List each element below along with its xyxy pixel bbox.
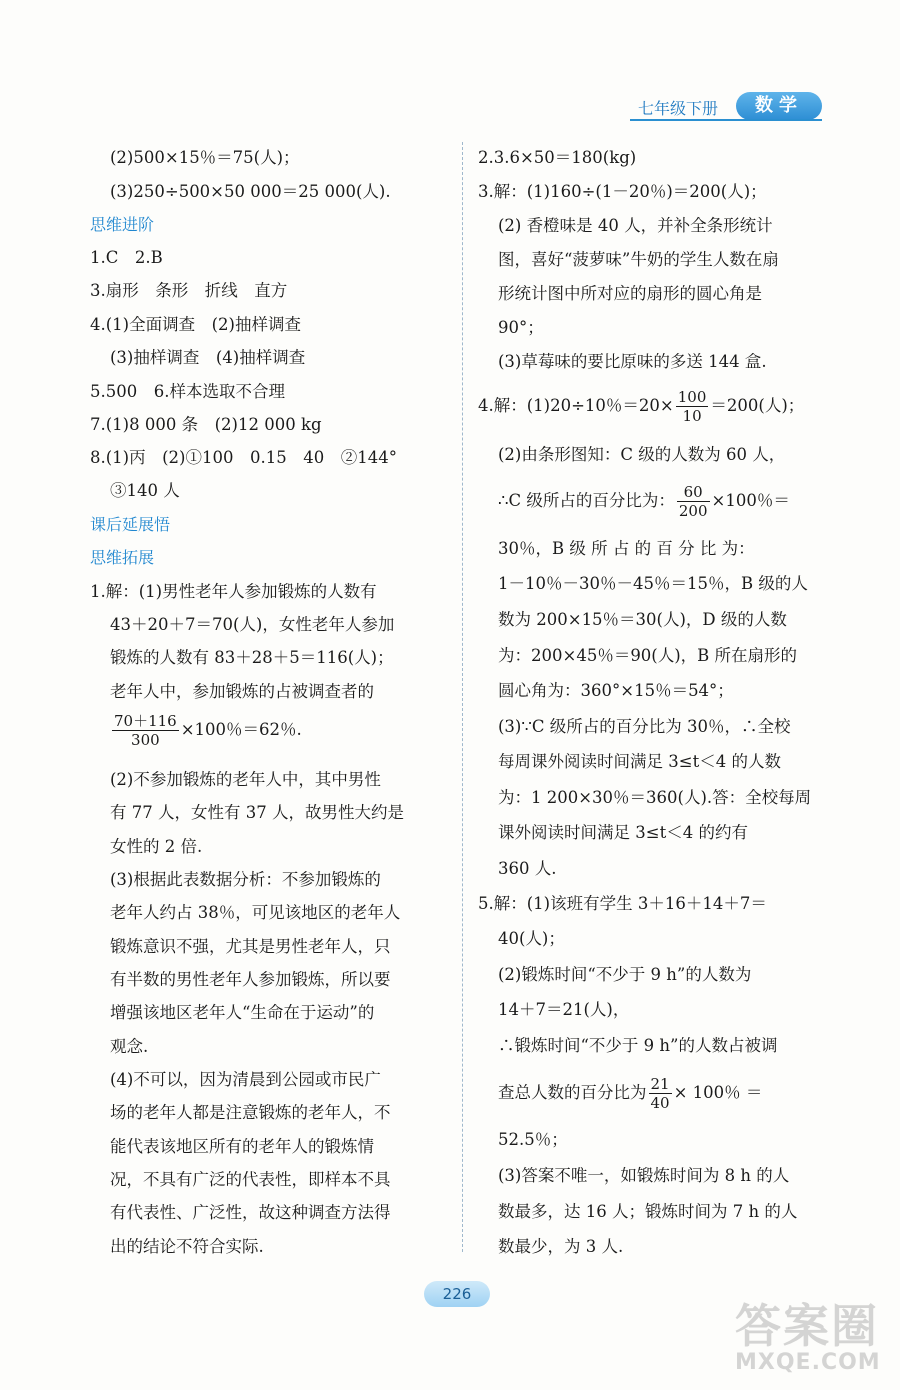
answer-line: 有代表性、广泛性，故这种调查方法得 [110, 1203, 391, 1222]
answer-line: ③140 人 [110, 481, 180, 500]
answer-line: (3)250÷500×50 000＝25 000(人). [110, 182, 391, 201]
answer-line: (2)500×15％＝75(人)； [110, 148, 300, 167]
answer-line-fraction [498, 1075, 762, 1112]
section-heading-advance: 思维进阶 [90, 215, 155, 234]
answer-line: 锻炼的人数有 83＋28＋5＝116(人)； [110, 648, 394, 667]
answer-line: 1－10％－30％－45％＝15％，B 级的人 [498, 574, 808, 593]
answer-line: 3.扇形 条形 折线 直方 [90, 281, 288, 300]
fraction-denominator: 40 [650, 1094, 670, 1112]
answer-line: 360 人. [498, 859, 557, 878]
text-prefix: 4.解：(1)20÷10％＝20× [478, 396, 674, 415]
fraction-numerator: 21 [650, 1075, 670, 1093]
fraction [649, 1075, 672, 1112]
answer-line: (2)由条形图知：C 级的人数为 60 人， [498, 445, 786, 464]
header-rule [630, 119, 822, 121]
answer-line: 2.3.6×50＝180(kg) [478, 148, 637, 167]
watermark-site: MXQE.COM [735, 1350, 881, 1375]
answer-line: ∴锻炼时间“不少于 9 h”的人数占被调 [498, 1036, 778, 1055]
column-divider [462, 142, 463, 1252]
answer-line: 有 77 人，女性有 37 人，故男性大约是 [110, 803, 404, 822]
answer-line: (3)根据此表数据分析：不参加锻炼的 [110, 870, 381, 889]
section-heading-after-class: 课后延展悟 [90, 515, 171, 534]
answer-line: 8.(1)丙 (2)①100 0.15 40 ②144° [90, 448, 397, 467]
watermark-main: 答案圈 [735, 1299, 879, 1353]
answer-line: 老年人中，参加锻炼的占被调查者的 [110, 682, 374, 701]
watermark-logo [735, 1299, 895, 1384]
answer-line: 30％，B 级 所 占 的 百 分 比 为： [498, 539, 755, 558]
answer-line: (2)锻炼时间“不少于 9 h”的人数为 [498, 965, 752, 984]
fraction-numerator: 70＋116 [114, 712, 177, 730]
answer-line-fraction [498, 483, 790, 520]
answer-line: 5.解：(1)该班有学生 3＋16＋14＋7＝ [478, 894, 767, 913]
answer-line: 女性的 2 倍. [110, 837, 203, 856]
fraction-rest: ×100％＝62％. [180, 720, 302, 739]
answer-line-fraction [110, 712, 302, 749]
answer-line: 3.解：(1)160÷(1－20％)＝200(人)； [478, 182, 767, 201]
fraction [112, 712, 179, 749]
answer-line: 课外阅读时间满足 3≤t＜4 的约有 [498, 823, 748, 842]
answer-line: 为：1 200×30％＝360(人).答：全校每周 [498, 788, 812, 807]
answer-line-fraction [478, 388, 804, 425]
answer-line: 出的结论不符合实际. [110, 1237, 264, 1256]
fraction [676, 388, 709, 425]
answer-line: 图，喜好“菠萝味”牛奶的学生人数在扇 [498, 250, 779, 269]
answer-line: 7.(1)8 000 条 (2)12 000 kg [90, 415, 322, 434]
answer-line: (3)答案不唯一，如锻炼时间为 8 h 的人 [498, 1166, 790, 1185]
answer-line: 90°； [498, 318, 544, 337]
fraction [677, 483, 710, 520]
fraction-denominator: 300 [131, 731, 160, 749]
text-suffix: ×100％＝ [711, 491, 790, 510]
header-grade: 七年级下册 [638, 99, 719, 118]
answer-line: 1.C 2.B [90, 248, 163, 267]
answer-line: 40(人)； [498, 929, 565, 948]
answer-line: 老年人约占 38％，可见该地区的老年人 [110, 903, 401, 922]
answer-line: 观念. [110, 1037, 149, 1056]
answer-line: 况，不具有广泛的代表性，即样本不具 [110, 1170, 391, 1189]
text-prefix: ∴C 级所占的百分比为： [498, 491, 675, 510]
answer-line: 数为 200×15％＝30(人)，D 级的人数 [498, 610, 787, 629]
answer-line: (2)不参加锻炼的老年人中，其中男性 [110, 770, 381, 789]
fraction-numerator: 60 [677, 483, 710, 502]
text-suffix: ＝200(人)； [710, 396, 805, 415]
answer-line: 14＋7＝21(人)， [498, 1000, 630, 1019]
answer-line: 形统计图中所对应的扇形的圆心角是 [498, 284, 762, 303]
answer-line: (3)∵C 级所占的百分比为 30％，∴全校 [498, 717, 791, 736]
answer-line: 4.(1)全面调查 (2)抽样调查 [90, 315, 301, 334]
text-prefix: 查总人数的百分比为 [498, 1083, 647, 1102]
answer-line: 能代表该地区所有的老年人的锻炼情 [110, 1137, 374, 1156]
answer-line: 每周课外阅读时间满足 3≤t＜4 的人数 [498, 752, 781, 771]
answer-line: 增强该地区老年人“生命在于运动”的 [110, 1003, 375, 1022]
fraction-denominator: 10 [682, 407, 702, 425]
answer-line: (4)不可以，因为清晨到公园或市民广 [110, 1070, 381, 1089]
section-heading-expand: 思维拓展 [90, 548, 155, 567]
answer-line: 数最多，达 16 人；锻炼时间为 7 h 的人 [498, 1202, 798, 1221]
answer-line: 43＋20＋7＝70(人)，女性老年人参加 [110, 615, 395, 634]
answer-line: 52.5％； [498, 1130, 568, 1149]
answer-line: 数最少，为 3 人. [498, 1237, 624, 1256]
answer-line: 场的老年人都是注意锻炼的老年人，不 [110, 1103, 391, 1122]
answer-line: 有半数的男性老年人参加锻炼，所以要 [110, 970, 391, 989]
answer-line: 为：200×45％＝90(人)，B 所在扇形的 [498, 646, 798, 665]
answer-line: (2) 香橙味是 40 人，并补全条形统计 [498, 216, 773, 235]
fraction-numerator: 100 [677, 388, 707, 406]
answer-line: (3)抽样调查 (4)抽样调查 [110, 348, 306, 367]
fraction-denominator: 200 [678, 502, 708, 520]
answer-line: 圆心角为：360°×15％＝54°； [498, 681, 734, 700]
answer-line: 5.500 6.样本选取不合理 [90, 382, 285, 401]
text-suffix: × 100％ ＝ [673, 1083, 763, 1102]
answer-line: (3)草莓味的要比原味的多送 144 盒. [498, 352, 767, 371]
answer-line: 锻炼意识不强，尤其是男性老年人，只 [110, 937, 391, 956]
answer-line: 1.解：(1)男性老年人参加锻炼的人数有 [90, 582, 377, 601]
page-number: 226 [424, 1281, 490, 1307]
header-subject-badge: 数学 [736, 92, 822, 120]
